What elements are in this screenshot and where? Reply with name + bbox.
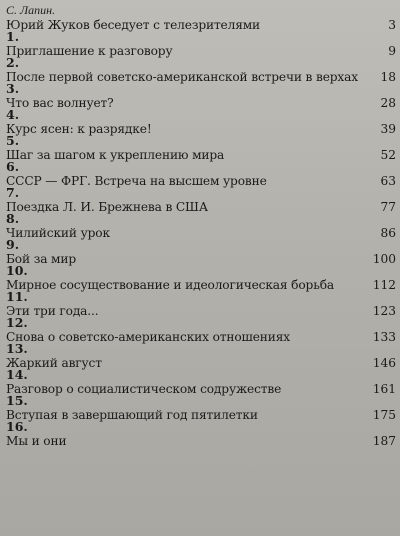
toc-page-number: 123 <box>372 304 396 318</box>
toc-title: Вступая в завершающий год пятилетки <box>6 408 258 422</box>
toc-entry-8 <box>6 200 400 226</box>
toc-page-number: 63 <box>380 174 396 188</box>
toc-title: Поездка Л. И. Брежнева в США <box>6 200 208 214</box>
toc-entry-14 <box>6 356 400 382</box>
toc-entry-number: 5. <box>6 133 20 148</box>
toc-page-number: 52 <box>380 148 396 162</box>
toc-entry-13 <box>6 330 400 356</box>
toc-entry-17 <box>6 434 400 460</box>
toc-title: Мирное сосуществование и идеологическая борьба <box>6 278 335 292</box>
toc-entry-number: 10. <box>6 263 28 278</box>
toc-entry-12 <box>6 304 400 330</box>
toc-entry-number: 6. <box>6 159 20 174</box>
toc-title: Мы и они <box>6 434 67 448</box>
toc-entry-16 <box>6 408 400 434</box>
toc-entry-9 <box>6 226 400 252</box>
toc-title: Бой за мир <box>6 252 76 266</box>
toc-entry-number: 4. <box>6 107 20 122</box>
toc-entry-2 <box>6 44 400 70</box>
toc-entry-15 <box>6 382 400 408</box>
toc-page-number: 39 <box>380 122 396 136</box>
toc-title: Юрий Жуков беседует с телезрителями <box>6 18 261 32</box>
table-of-contents <box>6 18 400 460</box>
toc-entry-number: 12. <box>6 315 28 330</box>
toc-page-number: 100 <box>372 252 396 266</box>
toc-entry-6 <box>6 148 400 174</box>
toc-title: Жаркий август <box>6 356 102 370</box>
toc-entry-number: 16. <box>6 419 28 434</box>
toc-entry-number: 3. <box>6 81 20 96</box>
toc-entry-number: 7. <box>6 185 20 200</box>
toc-page-number: 77 <box>380 200 396 214</box>
toc-entry-number: 14. <box>6 367 28 382</box>
toc-entry-3 <box>6 70 400 96</box>
toc-title: Эти три года... <box>6 304 99 318</box>
toc-entry-number: 13. <box>6 341 28 356</box>
toc-page-number: 161 <box>372 382 396 396</box>
toc-entry-10 <box>6 252 400 278</box>
toc-title: СССР — ФРГ. Встреча на высшем уровне <box>6 174 267 188</box>
author-line: С. Лапин. <box>6 3 56 17</box>
toc-page-number: 146 <box>372 356 396 370</box>
toc-title: Чилийский урок <box>6 226 110 240</box>
toc-page-number: 175 <box>372 408 396 422</box>
toc-entry-7 <box>6 174 400 200</box>
toc-entry-number: 2. <box>6 55 20 70</box>
toc-page-number: 187 <box>372 434 396 448</box>
toc-title: После первой советско-американской встречи в верхах <box>6 70 358 84</box>
toc-title: Разговор о социалистическом содружестве <box>6 382 282 396</box>
toc-entry-number: 8. <box>6 211 20 226</box>
toc-entry-5 <box>6 122 400 148</box>
toc-entry-number: 11. <box>6 289 28 304</box>
toc-page-number: 133 <box>372 330 396 344</box>
toc-page-number: 86 <box>380 226 396 240</box>
toc-entry-4 <box>6 96 400 122</box>
toc-entry-1 <box>6 18 400 44</box>
toc-entry-number: 1. <box>6 29 20 44</box>
toc-entry-number: 15. <box>6 393 28 408</box>
toc-page-number: 112 <box>372 278 396 292</box>
toc-entry-number: 9. <box>6 237 20 252</box>
toc-page-number: 28 <box>380 96 396 110</box>
toc-title: Шаг за шагом к укреплению мира <box>6 148 225 162</box>
toc-title: Что вас волнует? <box>6 96 114 110</box>
toc-page-number: 9 <box>388 44 396 58</box>
toc-title: Снова о советско-американских отношениях <box>6 330 290 344</box>
toc-title: Приглашение к разговору <box>6 44 173 58</box>
toc-page-number: 3 <box>388 18 396 32</box>
toc-entry-11 <box>6 278 400 304</box>
toc-page-number: 18 <box>380 70 396 84</box>
toc-title: Курс ясен: к разрядке! <box>6 122 152 136</box>
